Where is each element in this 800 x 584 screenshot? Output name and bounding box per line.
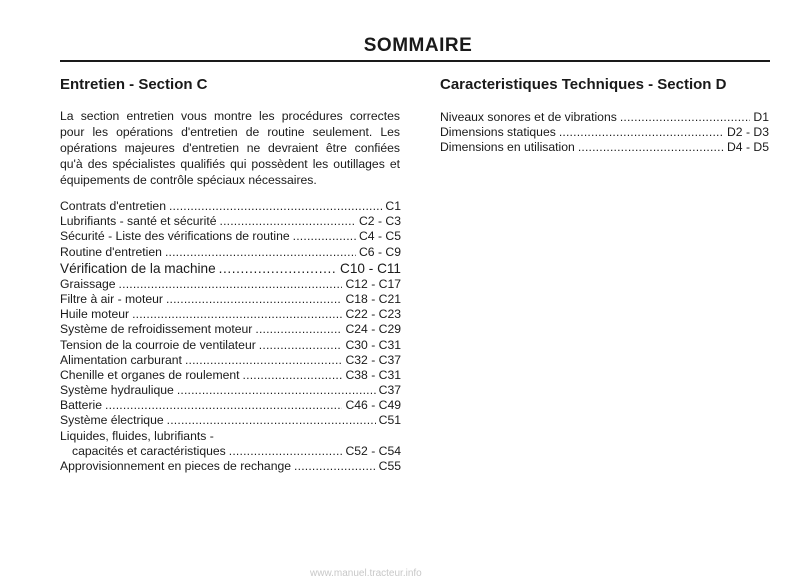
toc-entry-title: Liquides, fluides, lubrifiants - (60, 428, 214, 443)
toc-leader (220, 214, 357, 229)
toc-entry-page: C4 - C5 (359, 229, 401, 244)
toc-leader (620, 110, 751, 125)
toc-leader (578, 140, 724, 155)
toc-leader (177, 383, 376, 398)
toc-leader (219, 260, 337, 277)
toc-entry[interactable] (440, 110, 769, 125)
toc-leader (259, 338, 343, 353)
toc-entry-title: Niveaux sonores et de vibrations (440, 110, 617, 124)
toc-entry-title: Système électrique (60, 413, 164, 428)
toc-leader (132, 307, 342, 322)
toc-entry-title: capacités et caractéristiques (72, 443, 226, 458)
toc-entry-page: C32 - C37 (345, 352, 401, 367)
toc-entry[interactable] (60, 368, 401, 383)
toc-entry-title: Tension de la courroie de ventilateur (60, 337, 256, 352)
toc-leader (166, 292, 343, 307)
title-rule (60, 60, 770, 62)
toc-entry[interactable] (60, 199, 401, 214)
toc-entry-page: D2 - D3 (727, 125, 769, 140)
toc-entry-page: C10 - C11 (340, 260, 401, 276)
toc-leader (293, 229, 356, 244)
section-c-toc (60, 199, 401, 474)
section-d-heading: Caracteristiques Techniques - Section D (440, 76, 727, 93)
toc-entry[interactable] (60, 229, 401, 244)
toc-entry-page: C12 - C17 (345, 276, 401, 291)
toc-entry-page: C37 (378, 383, 401, 398)
page-title: SOMMAIRE (363, 35, 473, 56)
toc-entry[interactable] (60, 429, 401, 444)
toc-entry-title: Routine d'entretien (60, 244, 162, 259)
toc-entry-page: C55 (378, 459, 401, 473)
toc-entry-page: C22 - C23 (345, 307, 401, 322)
toc-entry[interactable] (60, 214, 401, 229)
toc-leader (165, 245, 356, 260)
toc-entry-page: C38 - C31 (345, 367, 401, 382)
toc-entry-title: Dimensions en utilisation (440, 140, 575, 155)
toc-entry-title: Vérification de la machine (60, 260, 216, 276)
toc-entry[interactable] (60, 413, 401, 428)
toc-leader (243, 368, 343, 383)
toc-entry[interactable] (440, 140, 769, 155)
toc-entry-title: Filtre à air - moteur (60, 291, 163, 306)
toc-entry-title: Alimentation carburant (60, 352, 182, 367)
toc-leader (294, 459, 376, 474)
section-c-intro: La section entretien vous montre les procédures correctes pour les opérations d'entretien de routine seulement. Les opérations majeures d'entretien ne devraient être confiées qu'à des spécialistes qualifiés qui possèdent les outillages et équipements de contrôle spéciaux nécessaires. (60, 109, 400, 187)
toc-entry[interactable] (60, 292, 401, 307)
toc-entry-title: Dimensions statiques (440, 125, 556, 140)
toc-entry-title: Contrats d'entretien (60, 199, 166, 213)
toc-leader (167, 413, 376, 428)
toc-entry-page: C2 - C3 (359, 214, 401, 229)
toc-leader (559, 125, 724, 140)
toc-entry-page: C30 - C31 (345, 337, 401, 352)
toc-entry-page: D4 - D5 (727, 140, 769, 155)
toc-entry[interactable] (60, 260, 401, 277)
toc-entry-page: C52 - C54 (345, 443, 401, 458)
toc-entry[interactable] (60, 322, 401, 337)
toc-leader (229, 444, 343, 459)
toc-entry-page: C51 (378, 413, 401, 428)
toc-leader (105, 398, 342, 413)
toc-entry-page: C18 - C21 (345, 291, 401, 306)
toc-leader (119, 277, 343, 292)
toc-leader (255, 322, 342, 337)
toc-entry-title: Graissage (60, 276, 116, 291)
toc-entry-page: C6 - C9 (359, 244, 401, 259)
toc-entry-title: Système hydraulique (60, 383, 174, 398)
toc-entry[interactable] (60, 444, 401, 459)
toc-entry-title: Système de refroidissement moteur (60, 322, 253, 337)
toc-entry[interactable] (60, 277, 401, 292)
toc-entry[interactable] (440, 125, 769, 140)
toc-entry-page: D1 (753, 110, 769, 124)
toc-entry-title: Huile moteur (60, 307, 130, 322)
toc-leader (185, 353, 343, 368)
toc-entry[interactable] (60, 459, 401, 474)
toc-entry[interactable] (60, 338, 401, 353)
toc-leader (169, 199, 382, 214)
toc-entry-title: Chenille et organes de roulement (60, 367, 240, 382)
toc-entry-page: C1 (385, 199, 401, 213)
toc-entry-page: C24 - C29 (345, 322, 401, 337)
toc-entry-page: C46 - C49 (345, 398, 401, 413)
toc-entry-title: Sécurité - Liste des vérifications de routine (60, 229, 290, 244)
toc-entry[interactable] (60, 245, 401, 260)
toc-entry[interactable] (60, 307, 401, 322)
toc-entry-title: Batterie (60, 398, 103, 413)
footer-watermark: www.manuel.tracteur.info (310, 568, 422, 579)
toc-entry-title: Lubrifiants - santé et sécurité (60, 214, 217, 229)
section-c-heading: Entretien - Section C (60, 76, 208, 93)
section-d-toc (440, 110, 769, 156)
toc-entry[interactable] (60, 398, 401, 413)
toc-entry[interactable] (60, 353, 401, 368)
toc-entry[interactable] (60, 383, 401, 398)
toc-entry-title: Approvisionnement en pieces de rechange (60, 459, 292, 473)
